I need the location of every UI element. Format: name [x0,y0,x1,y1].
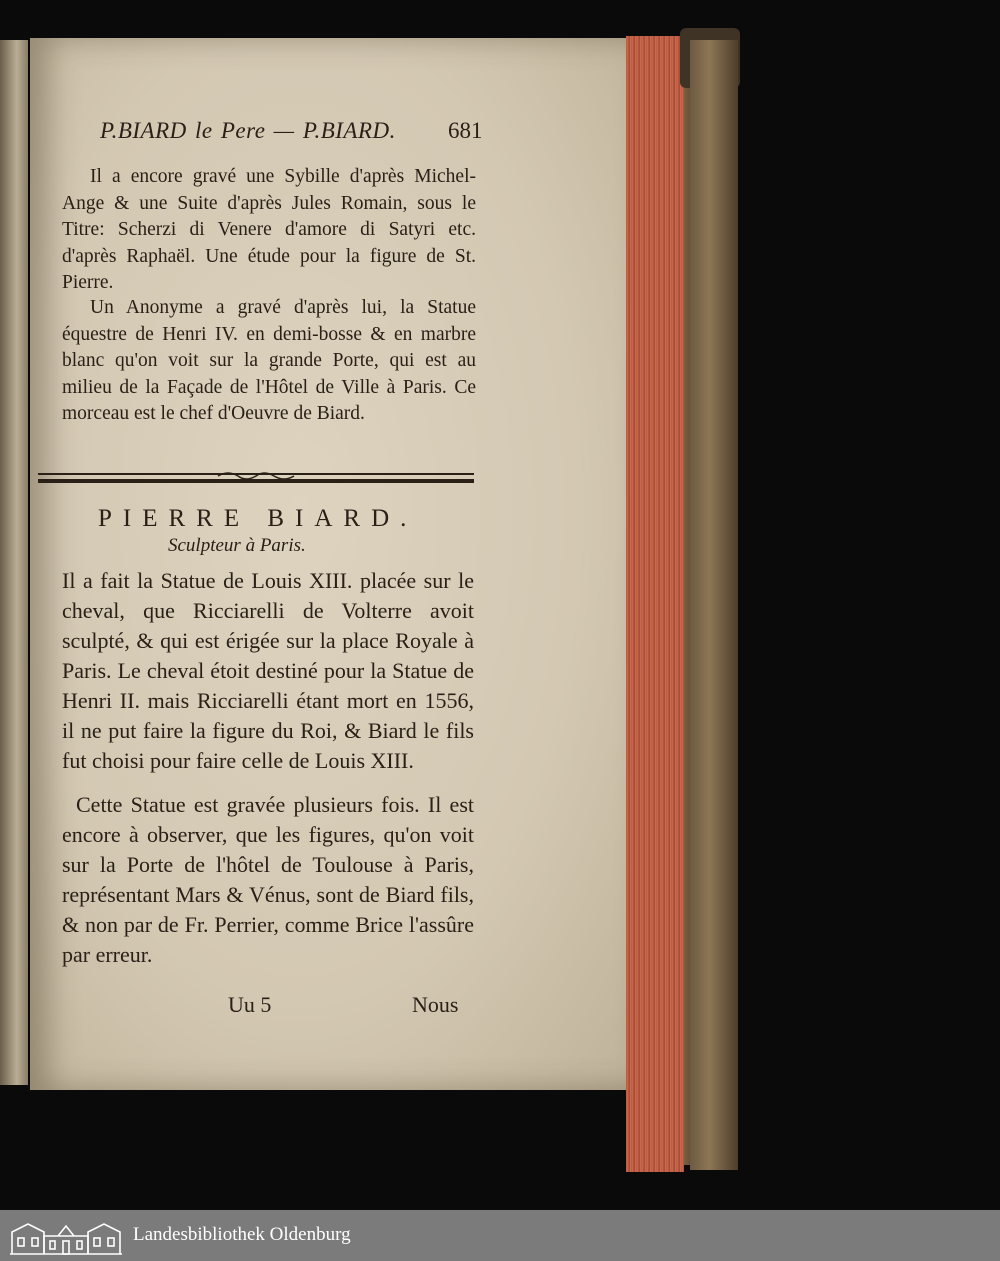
catchword: Nous [412,992,459,1017]
paragraph-2: Un Anonyme a gravé d'après lui, la Statue équestre de Henri IV. en demi-bosse & en marbre blanc qu'on voit sur la grande Porte, qui est au milieu de la Façade de l'Hôtel de Ville à Paris. Ce morceau est le chef d'Oeuvre de Biard. [62,297,476,424]
library-name: Landesbibliothek Oldenburg [133,1224,351,1245]
paragraph-4: Cette Statue est gravée plusieurs fois. Il est encore à observer, que les figures, qu'on voit sur la Porte de l'hôtel de Toulouse à Paris, représentant Mars & Vénus, sont de Biard fils, & non par de Fr. Perrier, comme Brice l'assûre par erreur. [62,792,474,967]
entry-subtitle: Sculpteur à Paris. [168,535,306,556]
page-number: 681 [448,118,483,143]
running-head: P.BIARD le Pere — P.BIARD. [100,118,396,143]
library-building-icon [8,1216,124,1256]
entry-title: PIERRE BIARD. [98,505,418,532]
page-edges [626,36,684,1172]
paragraph-1: Il a encore gravé une Sybille d'après Michel-Ange & une Suite d'après Jules Romain, sous le Titre: Scherzi di Venere d'amore di Satyri etc. d'après Raphaël. Une étude pour la figure de St. Pierre. [62,166,476,293]
book-cover-spine [690,40,738,1170]
footer-bar [0,1210,1000,1261]
ornamental-rule [38,470,474,486]
signature-mark: Uu 5 [228,992,272,1017]
left-page-edge [0,40,28,1085]
paragraph-3: Il a fait la Statue de Louis XIII. placée sur le cheval, que Ricciarelli de Volterre avoit sculpté, & qui est érigée sur la place Royale à Paris. Le cheval étoit destiné pour la Statue de Henri II. mais Ricciarelli étant mort en 1556, il ne put faire la figure du Roi, & Biard le fils fut choisi pour faire celle de Louis XIII. [62,568,474,773]
